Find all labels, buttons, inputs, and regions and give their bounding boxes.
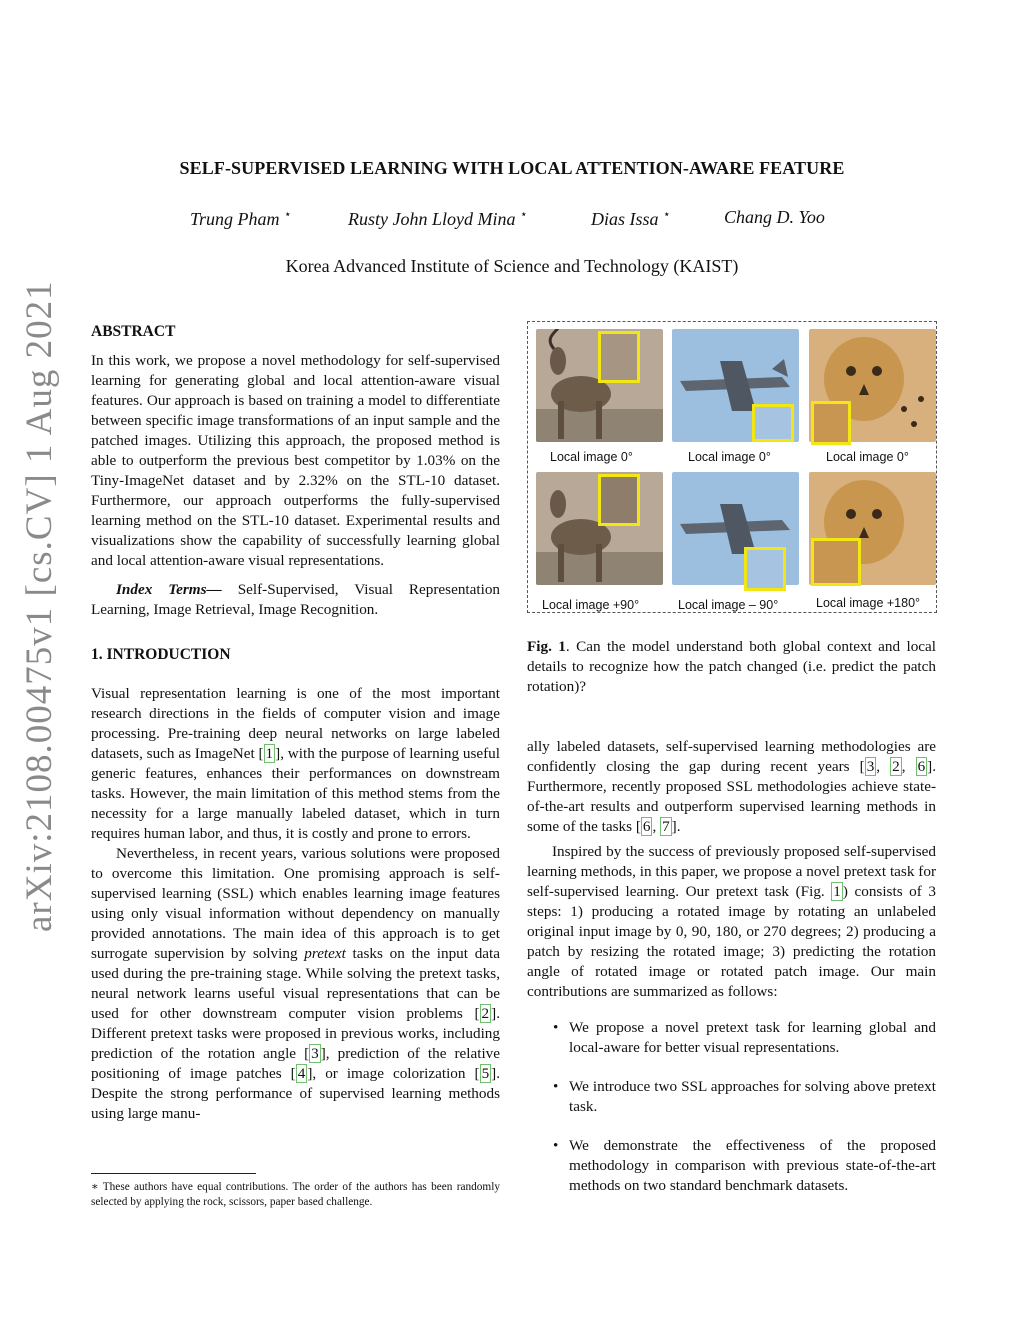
abstract-heading: ABSTRACT bbox=[91, 323, 176, 340]
patch-label: Local image 0° bbox=[826, 450, 909, 464]
local-patch bbox=[752, 404, 794, 442]
index-terms bbox=[91, 580, 500, 620]
citation-link[interactable]: 7 bbox=[662, 818, 670, 835]
patch-label: Local image 0° bbox=[550, 450, 633, 464]
abstract-text: In this work, we propose a novel methodology for self-supervised learning for generating global and local attention-aware visual features. Our approach is based on training a model to differentiate between specific image transformations of an input sample and the patched images. Utilizing this approach, the proposed method is able to outperform the previous best competitor by 1.03% on the Tiny-ImageNet dataset and by 2.32% on the STL-10 dataset. Furthermore, our approach outperforms the fully-supervised learning method on the STL-10 dataset. Experimental results and visualizations show the capability of successfully learning global and local attention-aware visual representations. bbox=[91, 352, 500, 569]
contribution-list bbox=[527, 1018, 936, 1196]
figure-link[interactable]: 1 bbox=[833, 883, 841, 900]
local-patch bbox=[598, 474, 640, 526]
figure-cell-kudu-bottom bbox=[534, 472, 662, 592]
figure-cell-cheetah-top bbox=[809, 329, 937, 467]
citation-link[interactable]: 6 bbox=[642, 818, 651, 835]
author-4 bbox=[724, 207, 825, 228]
citation-link[interactable]: 2 bbox=[481, 1005, 490, 1022]
left-column bbox=[91, 322, 500, 1124]
figure-cell-kudu-top bbox=[534, 329, 662, 467]
intro-heading: 1. INTRODUCTION bbox=[91, 646, 231, 663]
intro-paragraph-3: ally labeled datasets, self-supervised learning methodologies are confidently closing the gap during recent years [ 3 , 2 , 6 ]. Furthermore, recently proposed SSL methodologies achieve state-of-the-art results and outperform supervised learning methods in some of the tasks [ 6 , 7 ]. bbox=[527, 738, 937, 835]
author-2 bbox=[348, 207, 528, 230]
equal-contribution-mark: ⋆ bbox=[519, 207, 528, 221]
local-patch bbox=[598, 331, 640, 383]
patch-label: Local image +90° bbox=[542, 598, 640, 612]
figure-cell-cheetah-bottom bbox=[809, 472, 937, 592]
citation-link[interactable]: 5 bbox=[481, 1065, 490, 1082]
contribution-item: • We introduce two SSL approaches for solving above pretext task. bbox=[527, 1077, 936, 1117]
citation-link[interactable]: 6 bbox=[917, 758, 926, 775]
footnote-rule bbox=[91, 1173, 256, 1174]
paper-title: SELF-SUPERVISED LEARNING WITH LOCAL ATTENTION-AWARE FEATURE bbox=[179, 158, 845, 178]
local-patch bbox=[744, 547, 786, 591]
author-list bbox=[190, 207, 850, 233]
citation-link[interactable]: 1 bbox=[265, 745, 274, 762]
citation-link[interactable]: 2 bbox=[892, 758, 900, 775]
arxiv-identifier: arXiv:2108.00475v1 [cs.CV] 1 Aug 2021 bbox=[19, 280, 60, 932]
index-terms-label: Index Terms— bbox=[116, 581, 222, 598]
equal-contribution-mark: ⋆ bbox=[663, 207, 671, 221]
local-patch bbox=[811, 401, 851, 445]
footnote: ∗ These authors have equal contributions. The order of the authors has been randomly selected by applying the rock, scissors, paper based challenge. bbox=[91, 1181, 500, 1208]
citation-link[interactable]: 3 bbox=[866, 758, 875, 775]
contribution-item: • We propose a novel pretext task for learning global and local-aware for better visual representations. bbox=[527, 1018, 936, 1058]
affiliation: Korea Advanced Institute of Science and Technology (KAIST) bbox=[285, 256, 739, 276]
patch-label: Local image – 90° bbox=[678, 598, 779, 612]
citation-link[interactable]: 4 bbox=[297, 1065, 306, 1082]
local-patch bbox=[811, 538, 861, 586]
equal-contribution-mark: ⋆ bbox=[284, 207, 292, 221]
author-name: Dias Issa bbox=[591, 209, 659, 229]
author-name: Chang D. Yoo bbox=[724, 207, 825, 227]
figure-cell-plane-bottom bbox=[672, 472, 800, 592]
intro-paragraph-2: Nevertheless, in recent years, various solutions were proposed to overcome this limitation. One promising approach is self-supervised learning (SSL) which enables learning image features using only visual information without dependency on manually provided annotations. The main idea of this approach is to get surrogate supervision by solving pretext tasks on the input data used during the pre-training stage. While solving the pretext tasks, neural network learns useful visual representations that can be used for other downstream computer vision problems [ 2 ]. Different pretext tasks were proposed in previous works, including prediction of the rotation angle [ 3 ], prediction of the relative positioning of image patches [ 4 ], or image colorization [ 5 ]. Despite the strong performance of supervised learning methods using large manu- bbox=[91, 845, 501, 1122]
citation-link[interactable]: 3 bbox=[311, 1045, 319, 1062]
author-1 bbox=[190, 207, 292, 230]
right-column bbox=[527, 637, 936, 1215]
intro-paragraph-1: Visual representation learning is one of the most important research directions in the fields of computer vision and image processing. Pre-training deep neural networks on large labeled datasets, such as ImageNet [ 1 ], with the purpose of learning useful generic features, enhances their performances on downstream tasks. However, the main limitation of this method stems from the necessity for a large manually labeled dataset, which in turn requires human labor, and thus, it is costly and prone to errors. bbox=[91, 685, 500, 842]
author-name: Trung Pham bbox=[190, 209, 280, 229]
intro-paragraph-4: Inspired by the success of previously proposed self-supervised learning methods, in this paper, we propose a novel pretext task for self-supervised learning. Our pretext task (Fig. 1 ) consists of 3 steps: 1) producing a rotated image by rotating an unlabeled original input image by 0, 90, 180, or 270 degrees; 2) producing a patch by resizing the rotated image; 3) predicting the rotation angle of rotated image or rotated patch image. Our main contributions are summarized as follows: bbox=[527, 843, 936, 1000]
figure-label: Fig. 1 bbox=[527, 638, 566, 655]
index-terms-text: Self-Supervised, Visual Representation Learning, Image Retrieval, Image Recognition. bbox=[91, 581, 501, 618]
patch-label: Local image +180° bbox=[816, 596, 921, 610]
patch-label: Local image 0° bbox=[688, 450, 771, 464]
contribution-item: • We demonstrate the effectiveness of the proposed methodology in comparison with previous state-of-the-art methods on two standard benchmark datasets. bbox=[527, 1136, 936, 1196]
author-3 bbox=[591, 207, 671, 230]
figure-1 bbox=[527, 321, 937, 613]
figure-cell-plane-top bbox=[672, 329, 800, 467]
figure-caption: Fig. 1. Can the model understand both global context and local details to recognize how the patch changed (i.e. predict the patch rotation)? bbox=[527, 638, 936, 695]
author-name: Rusty John Lloyd Mina bbox=[348, 209, 516, 229]
